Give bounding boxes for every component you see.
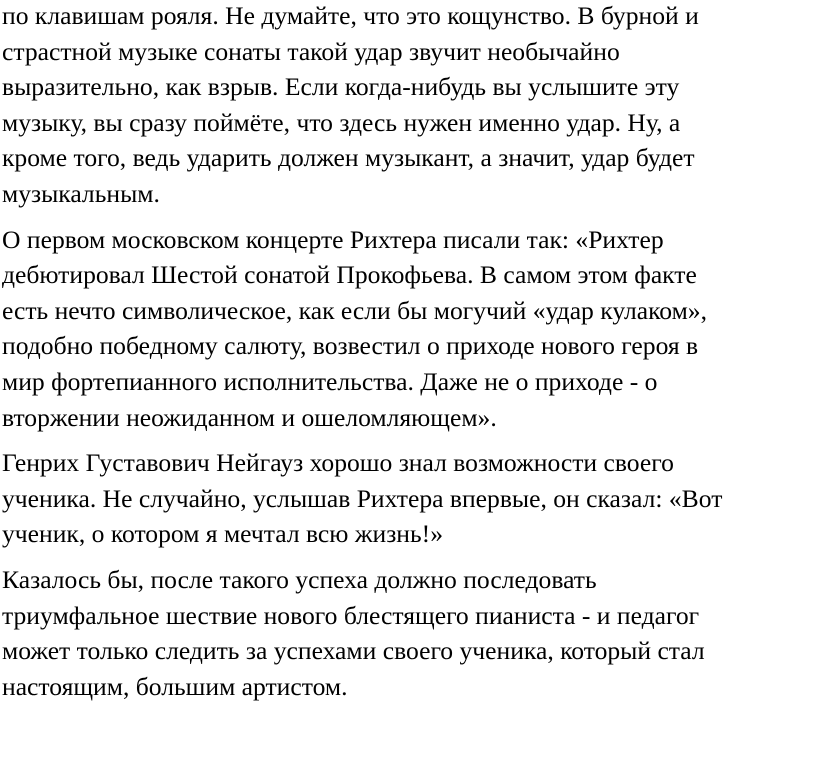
text-line: вторжении неожиданном и ошеломляющем». bbox=[2, 402, 497, 432]
text-line: страстной музыке сонаты такой удар звучит необычайно bbox=[2, 36, 620, 66]
text-line: есть нечто символическое, как если бы могучий «удар кулаком», bbox=[2, 295, 707, 325]
text-line: триумфальное шествие нового блестящего пианиста - и педагог bbox=[2, 600, 700, 630]
paragraph-4 bbox=[2, 562, 812, 704]
text-line: Казалось бы, после такого успеха должно последовать bbox=[2, 564, 597, 594]
paragraph-3 bbox=[2, 445, 812, 552]
text-line: О первом московском концерте Рихтера писали так: «Рихтер bbox=[2, 224, 664, 254]
document-page bbox=[2, 0, 812, 704]
text-line: мир фортепианного исполнительства. Даже не о приходе - о bbox=[2, 366, 658, 396]
text-line: Генрих Густавович Нейгауз хорошо знал возможности своего bbox=[2, 448, 674, 478]
text-line: кроме того, ведь ударить должен музыкант, а значит, удар будет bbox=[2, 143, 695, 173]
text-line: музыкальным. bbox=[2, 178, 160, 208]
text-line: дебютировал Шестой сонатой Прокофьева. В самом этом факте bbox=[2, 260, 697, 290]
text-line: подобно победному салюту, возвестил о приходе нового героя в bbox=[2, 331, 699, 361]
text-line: может только следить за успехами своего ученика, который стал bbox=[2, 636, 705, 666]
text-line: по клавишам рояля. Не думайте, что это кощунство. В бурной и bbox=[2, 1, 699, 30]
text-line: ученик, о котором я мечтал всю жизнь!» bbox=[2, 519, 443, 549]
paragraph-1 bbox=[2, 0, 812, 212]
text-line: ученика. Не случайно, услышав Рихтера впервые, он сказал: «Вот bbox=[2, 483, 723, 513]
text-line: выразительно, как взрыв. Если когда-нибудь вы услышите эту bbox=[2, 72, 680, 102]
paragraph-2 bbox=[2, 222, 812, 436]
text-line: настоящим, большим артистом. bbox=[2, 671, 348, 701]
text-line: музыку, вы сразу поймёте, что здесь нужен именно удар. Ну, а bbox=[2, 107, 681, 137]
